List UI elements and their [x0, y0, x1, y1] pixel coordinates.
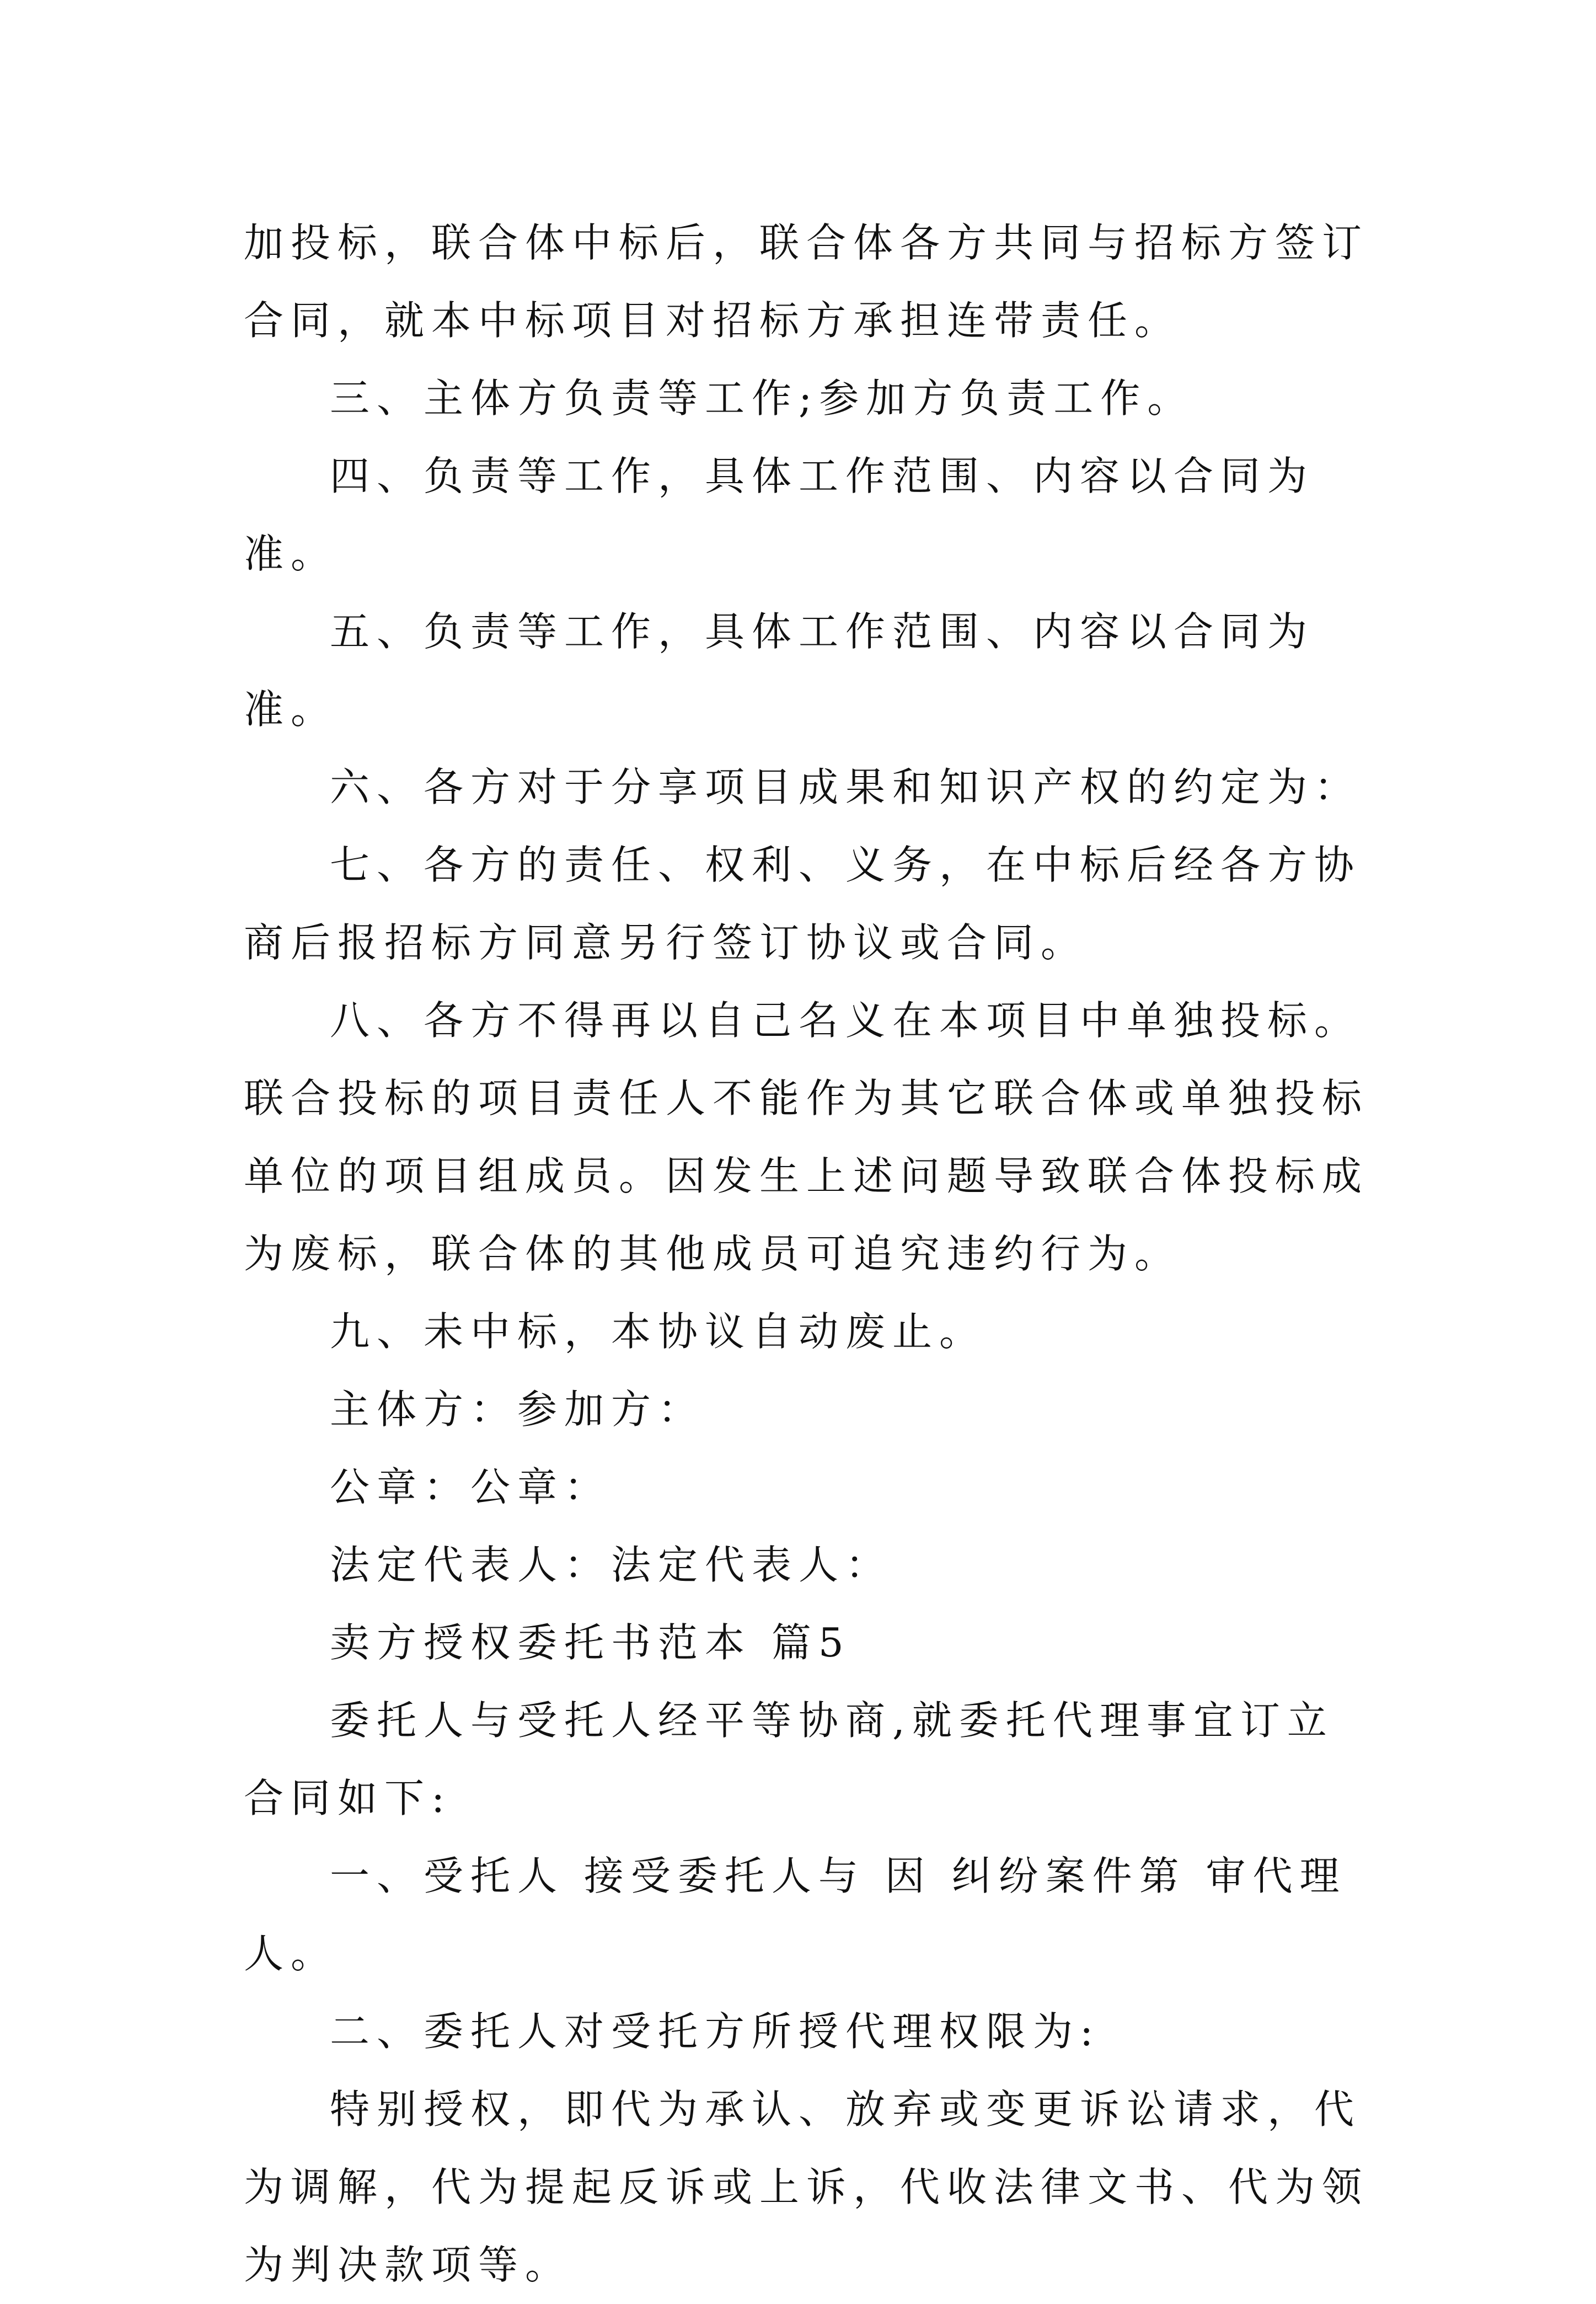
- document-body: [244, 204, 1369, 2304]
- signature-parties: 主体方：参加方：: [330, 1386, 705, 1432]
- paragraph-clause-3: 三、主体方负责等工作;参加方负责工作。: [330, 375, 1195, 421]
- paragraph-clause-7: 七、各方的责任、权利、义务，在中标后经各方协商后报招标方同意另行签订协议或合同。: [244, 842, 1362, 966]
- paragraph-clause-9: 九、未中标，本协议自动废止。: [330, 1308, 987, 1355]
- paragraph-joint-bid-contract: 加投标，联合体中标后，联合体各方共同与招标方签订合同，就本中标项目对招标方承担连带责任。: [244, 220, 1369, 344]
- section-heading: 卖方授权委托书范本 篇5: [330, 1619, 851, 1666]
- paragraph-clause-8: 八、各方不得再以自己名义在本项目中单独投标。联合投标的项目责任人不能作为其它联合体或单独投标单位的项目组成员。因发生上述问题导致联合体投标成为废标，联合体的其他成员可追究违约行为。: [244, 997, 1369, 1277]
- paragraph-item-1: 一、受托人 接受委托人与 因 纠纷案件第 审代理人。: [244, 1853, 1347, 1977]
- paragraph-agreement-intro: 委托人与受托人经平等协商,就委托代理事宜订立合同如下:: [244, 1697, 1334, 1821]
- paragraph-clause-6: 六、各方对于分享项目成果和知识产权的约定为：: [330, 764, 1362, 810]
- paragraph-clause-4: 四、负责等工作，具体工作范围、内容以合同为准。: [244, 453, 1315, 577]
- paragraph-clause-5: 五、负责等工作，具体工作范围、内容以合同为准。: [244, 608, 1315, 733]
- signature-legal-representatives: 法定代表人：法定代表人：: [330, 1542, 893, 1588]
- signature-seals: 公章：公章：: [330, 1464, 612, 1510]
- paragraph-special-authorization: 特别授权，即代为承认、放弃或变更诉讼请求，代为调解，代为提起反诉或上诉，代收法律文书、代为领为判决款项等。: [244, 2086, 1369, 2288]
- paragraph-item-2: 二、委托人对受托方所授代理权限为:: [330, 2008, 1101, 2055]
